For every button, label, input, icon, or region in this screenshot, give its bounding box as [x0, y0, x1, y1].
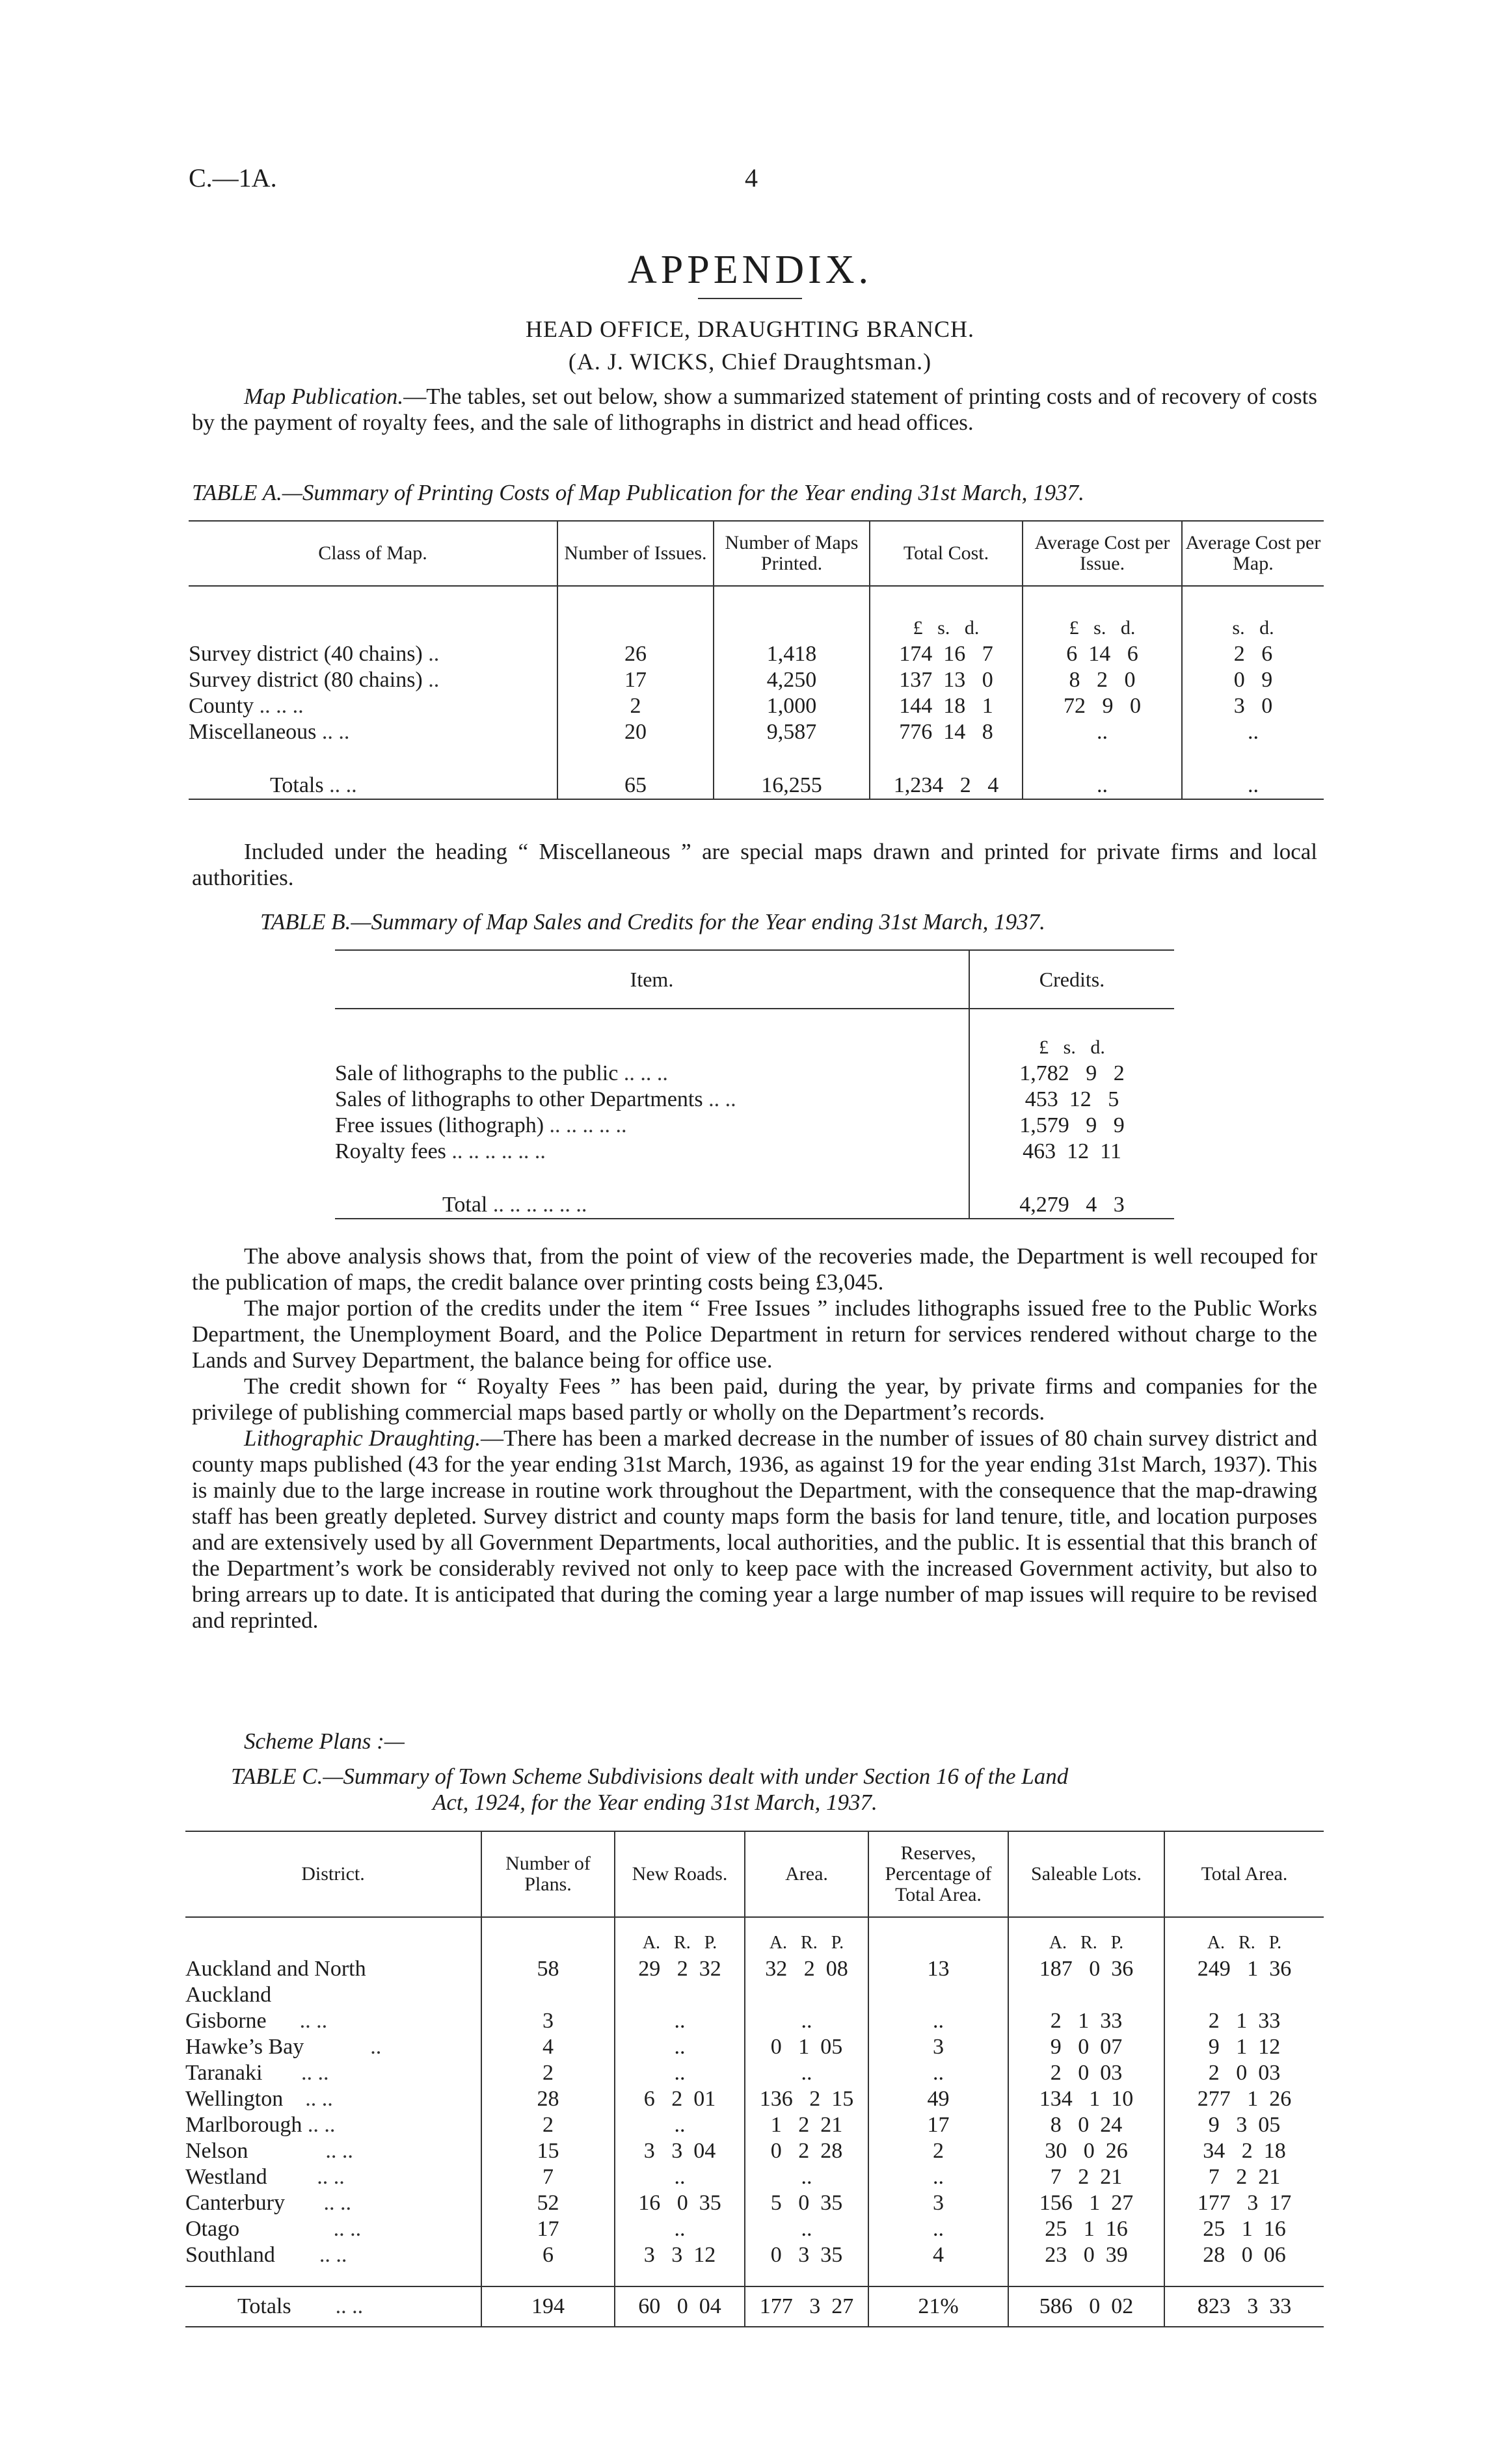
leader-dots: .. .. [333, 2217, 362, 2241]
leader-dots: .. [428, 642, 440, 666]
total-total-area: 823 3 33 [1164, 2286, 1324, 2327]
cell-area: 5 0 35 [745, 2190, 868, 2216]
row-label-continued: Auckland [185, 1983, 272, 2007]
paragraph-4: —There has been a marked decrease in the number of issues of 80 chain survey district and county maps published (43 for the year ending 31st March, 1936, as against 19 for the year ending 31st March, 1937). This is mainly due to the large increase in routine work throughout the Department, with the consequence that the map-drawing staff has been greatly depleted. Survey district and county maps form the basis for land tenure, title, and location purposes and are extensively used by all Government Departments, local authorities, and the public. It is essential that this branch of the Department’s work be considerably revived not only to keep pace with the increased Government activity, but also to bring arrears up to date. It is anticipated that during the coming year a large number of map issues will require to be revised and reprinted. [192, 1425, 1318, 1633]
table-row [185, 2086, 1324, 2112]
table-row [189, 641, 1324, 667]
author-line: (A. J. WICKS, Chief Draughtsman.) [568, 349, 932, 375]
page-title: APPENDIX. [627, 248, 873, 292]
cell-area: .. [745, 2008, 868, 2034]
paragraph-4-lead: Lithographic Draughting. [244, 1425, 481, 1451]
table-row [335, 1139, 1174, 1192]
table-row [185, 2112, 1324, 2138]
cell-total: 249 1 36 [1164, 1956, 1324, 2008]
table-row [185, 2138, 1324, 2164]
cell-area: 0 1 05 [745, 2034, 868, 2060]
cell-total: 277 1 26 [1164, 2086, 1324, 2112]
units-credits: £ s. d. [969, 1009, 1174, 1061]
table-c-caption-line-2: Act, 1924, for the Year ending 31st March, 1937. [433, 1790, 877, 1815]
cell-area: 0 2 28 [745, 2138, 868, 2164]
cell-reserves: 2 [868, 2138, 1008, 2164]
paragraph-1: The above analysis shows that, from the point of view of the recoveries made, the Department is well recouped for the publication of maps, the credit balance over printing costs being £3,045. [192, 1243, 1317, 1295]
table-row [185, 2008, 1324, 2034]
cell-maps: 9,587 [714, 719, 870, 773]
row-label: Free issues (lithograph) [335, 1113, 544, 1137]
leader-dots: .. .. [329, 773, 357, 797]
table-b [335, 949, 1174, 1219]
cell-maps: 1,000 [714, 693, 870, 719]
table-a-header [189, 521, 1324, 586]
leader-dots: .. .. [708, 1087, 736, 1111]
cell-issues: 2 [557, 693, 714, 719]
col-district: District. [301, 1863, 365, 1885]
scheme-plans-heading: Scheme Plans :— [244, 1729, 405, 1754]
units-lots: A. R. P. [1008, 1917, 1164, 1956]
row-label: County [189, 694, 254, 718]
cell-avg-issue: 72 9 0 [1023, 693, 1182, 719]
table-row [185, 2242, 1324, 2286]
table-row [185, 2034, 1324, 2060]
cell-lots: 30 0 26 [1008, 2138, 1164, 2164]
cell-area: 136 2 15 [745, 2086, 868, 2112]
total-cost: 1,234 2 4 [870, 773, 1023, 799]
leader-dots: .. [370, 2035, 382, 2059]
row-label: Otago [185, 2217, 240, 2241]
cell-credit: 453 12 5 [969, 1087, 1174, 1113]
cell-roads: .. [615, 2164, 745, 2190]
branch-heading: HEAD OFFICE, DRAUGHTING BRANCH. [525, 316, 975, 342]
row-label: Royalty fees [335, 1139, 446, 1163]
cell-plans: 2 [481, 2060, 615, 2086]
col-avg-map: Average Cost per Map. [1182, 521, 1324, 586]
col-new-roads: New Roads. [615, 1831, 745, 1917]
page-number: 4 [745, 163, 758, 192]
table-row [185, 2164, 1324, 2190]
cell-area: 0 3 35 [745, 2242, 868, 2286]
table-row [189, 693, 1324, 719]
leader-dots: .. .. [325, 2139, 353, 2163]
table-row [335, 1113, 1174, 1139]
cell-plans: 7 [481, 2164, 615, 2190]
leader-dots: .. .. [321, 720, 350, 744]
cell-reserves: 3 [868, 2190, 1008, 2216]
table-c-units [185, 1917, 1324, 1956]
table-row [185, 2216, 1324, 2242]
cell-total: 177 3 17 [1164, 2190, 1324, 2216]
row-label: Southland [185, 2243, 275, 2267]
table-row [185, 1956, 1324, 2008]
row-label: Canterbury [185, 2191, 285, 2215]
body-text [192, 1243, 1317, 1634]
cell-plans: 52 [481, 2190, 615, 2216]
cell-lots: 134 1 10 [1008, 2086, 1164, 2112]
cell-reserves: .. [868, 2164, 1008, 2190]
cell-reserves: 4 [868, 2242, 1008, 2286]
cell-total: 25 1 16 [1164, 2216, 1324, 2242]
totals-label: Totals [270, 773, 324, 797]
cell-reserves: 17 [868, 2112, 1008, 2138]
row-label: Hawke’s Bay [185, 2035, 304, 2059]
totals-label: Totals [237, 2294, 291, 2318]
row-label: Nelson [185, 2139, 248, 2163]
cell-reserves: .. [868, 2060, 1008, 2086]
total-lots: 586 0 02 [1008, 2286, 1164, 2327]
cell-total: 144 18 1 [870, 693, 1023, 719]
leader-dots: .. .. .. .. .. .. [492, 1193, 587, 1217]
row-label: Taranaki [185, 2061, 263, 2085]
cell-issues: 17 [557, 667, 714, 693]
table-a-note-text: Included under the heading “ Miscellaneous ” are special maps drawn and printed for private firms and local authorities. [192, 839, 1317, 890]
cell-avg-issue: 8 2 0 [1023, 667, 1182, 693]
col-item: Item. [630, 968, 674, 991]
col-issues: Number of Issues. [557, 521, 714, 586]
table-row [189, 667, 1324, 693]
total-avg-map: .. [1182, 773, 1324, 799]
total-avg-issue: .. [1023, 773, 1182, 799]
row-label: Survey district (40 chains) [189, 642, 423, 666]
totals-row [189, 773, 1324, 799]
cell-total: 2 0 03 [1164, 2060, 1324, 2086]
table-c-header [185, 1831, 1324, 1917]
cell-reserves: .. [868, 2008, 1008, 2034]
paragraph-2: The major portion of the credits under the item “ Free Issues ” includes lithographs issued free to the Public Works Department, the Unemployment Board, and the Police Department in return for services rendered without charge to the Lands and Survey Department, the balance being for office use. [192, 1295, 1317, 1373]
col-reserves: Reserves, Percentage of Total Area. [868, 1831, 1008, 1917]
leader-dots: .. .. [317, 2165, 345, 2189]
cell-issues: 26 [557, 641, 714, 667]
cell-plans: 17 [481, 2216, 615, 2242]
cell-roads: 3 3 12 [615, 2242, 745, 2286]
cell-roads: 3 3 04 [615, 2138, 745, 2164]
cell-lots: 156 1 27 [1008, 2190, 1164, 2216]
units-total: A. R. P. [1164, 1917, 1324, 1956]
table-row [335, 1087, 1174, 1113]
intro-text: —The tables, set out below, show a summarized statement of printing costs and of recovery of costs by the payment of royalty fees, and the sale of lithographs in district and head offices. [192, 384, 1317, 435]
leader-dots: .. .. [301, 2061, 329, 2085]
cell-roads: 29 2 32 [615, 1956, 745, 2008]
title-rule [698, 298, 802, 299]
cell-area: .. [745, 2164, 868, 2190]
cell-total: 7 2 21 [1164, 2164, 1324, 2190]
cell-issues: 20 [557, 719, 714, 773]
row-label: Auckland and North [185, 1957, 366, 1981]
row-label: Wellington [185, 2087, 284, 2111]
cell-roads: 6 2 01 [615, 2086, 745, 2112]
col-maps: Number of Maps Printed. [714, 521, 870, 586]
row-label: Sales of lithographs to other Departments [335, 1087, 703, 1111]
table-c [185, 1831, 1324, 2327]
cell-roads: .. [615, 2034, 745, 2060]
cell-reserves: 3 [868, 2034, 1008, 2060]
cell-reserves: .. [868, 2216, 1008, 2242]
cell-plans: 3 [481, 2008, 615, 2034]
cell-avg-map: 2 6 [1182, 641, 1324, 667]
total-issues: 65 [557, 773, 714, 799]
cell-roads: .. [615, 2060, 745, 2086]
cell-total: 9 3 05 [1164, 2112, 1324, 2138]
col-area: Area. [745, 1831, 868, 1917]
cell-area: .. [745, 2216, 868, 2242]
leader-dots: .. .. [335, 2294, 364, 2318]
cell-plans: 15 [481, 2138, 615, 2164]
total-plans: 194 [481, 2286, 615, 2327]
cell-total: 137 13 0 [870, 667, 1023, 693]
totals-label: Total [442, 1193, 488, 1217]
row-label: Survey district (80 chains) [189, 668, 423, 692]
cell-plans: 58 [481, 1956, 615, 2008]
cell-maps: 4,250 [714, 667, 870, 693]
leader-dots: .. .. [323, 2191, 351, 2215]
leader-dots: .. .. [307, 2113, 336, 2137]
cell-avg-map: 0 9 [1182, 667, 1324, 693]
cell-credit: 1,782 9 2 [969, 1061, 1174, 1087]
cell-lots: 187 0 36 [1008, 1956, 1164, 2008]
row-label: Miscellaneous [189, 720, 317, 744]
document-reference: C.—1A. [189, 163, 277, 192]
cell-maps: 1,418 [714, 641, 870, 667]
units-issue: £ s. d. [1023, 586, 1182, 641]
total-credit: 4,279 4 3 [969, 1192, 1174, 1219]
units-total: £ s. d. [870, 586, 1023, 641]
cell-avg-issue: 6 14 6 [1023, 641, 1182, 667]
leader-dots: .. .. .. .. .. [549, 1113, 627, 1137]
cell-total: 776 14 8 [870, 719, 1023, 773]
total-roads: 60 0 04 [615, 2286, 745, 2327]
cell-total: 174 16 7 [870, 641, 1023, 667]
cell-total: 34 2 18 [1164, 2138, 1324, 2164]
units-area: A. R. P. [745, 1917, 868, 1956]
leader-dots: .. .. [319, 2243, 347, 2267]
cell-reserves: 49 [868, 2086, 1008, 2112]
cell-roads: 16 0 35 [615, 2190, 745, 2216]
cell-plans: 6 [481, 2242, 615, 2286]
table-a [189, 520, 1324, 800]
units-roads: A. R. P. [615, 1917, 745, 1956]
total-reserves: 21% [868, 2286, 1008, 2327]
leader-dots: .. [428, 668, 440, 692]
leader-dots: .. .. [305, 2087, 333, 2111]
cell-credit: 463 12 11 [969, 1139, 1174, 1192]
col-total-area: Total Area. [1164, 1831, 1324, 1917]
table-a-units [189, 586, 1324, 641]
row-label: Westland [185, 2165, 267, 2189]
table-a-note [192, 839, 1317, 891]
leader-dots: .. .. .. [623, 1061, 668, 1085]
cell-lots: 2 0 03 [1008, 2060, 1164, 2086]
table-a-caption: TABLE A.—Summary of Printing Costs of Map Publication for the Year ending 31st March, 1937. [192, 480, 1084, 505]
cell-lots: 7 2 21 [1008, 2164, 1164, 2190]
table-row [185, 2060, 1324, 2086]
cell-plans: 28 [481, 2086, 615, 2112]
cell-total: 9 1 12 [1164, 2034, 1324, 2060]
cell-lots: 25 1 16 [1008, 2216, 1164, 2242]
paragraph-3: The credit shown for “ Royalty Fees ” has been paid, during the year, by private firms and companies for the privilege of publishing commercial maps based partly or wholly on the Department’s records. [192, 1373, 1317, 1425]
cell-area: .. [745, 2060, 868, 2086]
row-label: Marlborough [185, 2113, 302, 2137]
cell-total: 2 1 33 [1164, 2008, 1324, 2034]
table-b-caption: TABLE B.—Summary of Map Sales and Credits for the Year ending 31st March, 1937. [260, 909, 1045, 934]
cell-avg-map: 3 0 [1182, 693, 1324, 719]
leader-dots: .. .. .. [259, 694, 304, 718]
row-label: Sale of lithographs to the public [335, 1061, 619, 1085]
totals-row [335, 1192, 1174, 1219]
table-b-header [335, 950, 1174, 1009]
cell-plans: 2 [481, 2112, 615, 2138]
cell-avg-issue: .. [1023, 719, 1182, 773]
col-total: Total Cost. [870, 521, 1023, 586]
col-credits: Credits. [969, 950, 1174, 1009]
totals-row [185, 2286, 1324, 2327]
units-map: s. d. [1182, 586, 1324, 641]
table-row [185, 2190, 1324, 2216]
col-saleable-lots: Saleable Lots. [1008, 1831, 1164, 1917]
cell-reserves: 13 [868, 1956, 1008, 2008]
table-row [335, 1061, 1174, 1087]
cell-total: 28 0 06 [1164, 2242, 1324, 2286]
cell-lots: 9 0 07 [1008, 2034, 1164, 2060]
table-b-units [335, 1009, 1174, 1061]
cell-roads: .. [615, 2112, 745, 2138]
cell-credit: 1,579 9 9 [969, 1113, 1174, 1139]
cell-area: 32 2 08 [745, 1956, 868, 2008]
leader-dots: .. .. .. .. .. .. [451, 1139, 546, 1163]
row-label: Gisborne [185, 2009, 267, 2033]
intro-paragraph [192, 384, 1317, 436]
col-class: Class of Map. [318, 542, 427, 564]
table-row [189, 719, 1324, 773]
col-plans: Number of Plans. [481, 1831, 615, 1917]
cell-avg-map: .. [1182, 719, 1324, 773]
cell-roads: .. [615, 2008, 745, 2034]
cell-area: 1 2 21 [745, 2112, 868, 2138]
total-area: 177 3 27 [745, 2286, 868, 2327]
cell-lots: 8 0 24 [1008, 2112, 1164, 2138]
col-avg-issue: Average Cost per Issue. [1023, 521, 1182, 586]
leader-dots: .. .. [299, 2009, 328, 2033]
cell-lots: 23 0 39 [1008, 2242, 1164, 2286]
intro-lead: Map Publication. [244, 384, 404, 409]
cell-plans: 4 [481, 2034, 615, 2060]
total-maps: 16,255 [714, 773, 870, 799]
cell-roads: .. [615, 2216, 745, 2242]
cell-lots: 2 1 33 [1008, 2008, 1164, 2034]
table-c-caption-line-1: TABLE C.—Summary of Town Scheme Subdivisions dealt with under Section 16 of the Land [231, 1764, 1069, 1789]
